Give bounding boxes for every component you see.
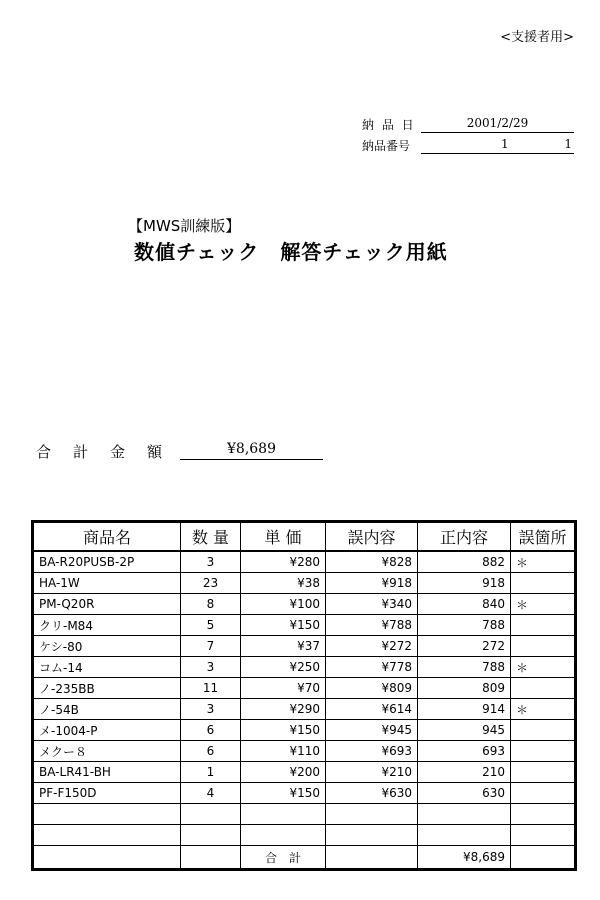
table-row-empty [33, 804, 576, 825]
table-row [33, 615, 576, 636]
form-type-tag: <支援者用> [500, 30, 574, 45]
wrong-content-cell: ¥918 [326, 573, 418, 594]
quantity-cell: 23 [181, 573, 241, 594]
delivery-number-a: 1 [501, 137, 509, 151]
wrong-content-cell: ¥210 [326, 762, 418, 783]
error-mark-cell [511, 636, 576, 657]
table-row [33, 699, 576, 720]
product-name-cell: メ-1004-P [33, 720, 181, 741]
quantity-cell: 1 [181, 762, 241, 783]
unit-price-cell: ¥250 [241, 657, 326, 678]
product-name-cell: HA-1W [33, 573, 181, 594]
unit-price-cell: ¥150 [241, 783, 326, 804]
check-table [31, 520, 577, 871]
correct-content-cell: 693 [418, 741, 511, 762]
table-row [33, 573, 576, 594]
product-name-cell: メクー８ [33, 741, 181, 762]
table-row [33, 594, 576, 615]
total-amount-label: 合計金額 [36, 443, 185, 461]
quantity-cell: 3 [181, 657, 241, 678]
delivery-number-value [421, 137, 574, 154]
header-correct-content: 正内容 [418, 522, 511, 552]
error-mark-cell: ＊ [511, 657, 576, 678]
correct-content-cell: 840 [418, 594, 511, 615]
sum-value: ¥8,689 [418, 846, 511, 870]
delivery-date-label: 納 品 日 [362, 118, 416, 132]
delivery-number-b: 1 [564, 137, 572, 151]
table-row [33, 741, 576, 762]
table-row-empty [33, 825, 576, 846]
table-row [33, 636, 576, 657]
wrong-content-cell: ¥340 [326, 594, 418, 615]
unit-price-cell: ¥110 [241, 741, 326, 762]
correct-content-cell: 788 [418, 657, 511, 678]
document-subtitle: 【MWS訓練版】 [128, 217, 241, 235]
table-row [33, 657, 576, 678]
error-mark-cell: ＊ [511, 699, 576, 720]
quantity-cell: 3 [181, 551, 241, 573]
product-name-cell: コム-14 [33, 657, 181, 678]
correct-content-cell: 945 [418, 720, 511, 741]
table-row [33, 762, 576, 783]
product-name-cell: BA-LR41-BH [33, 762, 181, 783]
quantity-cell: 3 [181, 699, 241, 720]
correct-content-cell: 882 [418, 551, 511, 573]
wrong-content-cell: ¥272 [326, 636, 418, 657]
unit-price-cell: ¥100 [241, 594, 326, 615]
quantity-cell: 6 [181, 720, 241, 741]
product-name-cell: BA-R20PUSB-2P [33, 551, 181, 573]
unit-price-cell: ¥70 [241, 678, 326, 699]
product-name-cell: ノ-54B [33, 699, 181, 720]
quantity-cell: 4 [181, 783, 241, 804]
correct-content-cell: 809 [418, 678, 511, 699]
product-name-cell: クリ-M84 [33, 615, 181, 636]
correct-content-cell: 914 [418, 699, 511, 720]
table-row [33, 678, 576, 699]
unit-price-cell: ¥37 [241, 636, 326, 657]
product-name-cell: PM-Q20R [33, 594, 181, 615]
quantity-cell: 7 [181, 636, 241, 657]
unit-price-cell: ¥280 [241, 551, 326, 573]
wrong-content-cell: ¥614 [326, 699, 418, 720]
quantity-cell: 11 [181, 678, 241, 699]
error-mark-cell [511, 615, 576, 636]
unit-price-cell: ¥200 [241, 762, 326, 783]
product-name-cell: ノ-235BB [33, 678, 181, 699]
error-mark-cell [511, 741, 576, 762]
quantity-cell: 8 [181, 594, 241, 615]
quantity-cell: 5 [181, 615, 241, 636]
header-product-name: 商品名 [33, 522, 181, 552]
header-unit-price: 単 価 [241, 522, 326, 552]
table-row [33, 551, 576, 573]
wrong-content-cell: ¥945 [326, 720, 418, 741]
error-mark-cell [511, 783, 576, 804]
correct-content-cell: 630 [418, 783, 511, 804]
wrong-content-cell: ¥630 [326, 783, 418, 804]
wrong-content-cell: ¥693 [326, 741, 418, 762]
total-amount-value: ¥8,689 [180, 441, 323, 460]
header-error-location: 誤箇所 [511, 522, 576, 552]
table-header-row [33, 522, 576, 552]
header-quantity: 数 量 [181, 522, 241, 552]
correct-content-cell: 210 [418, 762, 511, 783]
error-mark-cell: ＊ [511, 594, 576, 615]
table-sum-row [33, 846, 576, 870]
quantity-cell: 6 [181, 741, 241, 762]
wrong-content-cell: ¥809 [326, 678, 418, 699]
delivery-number-label: 納品番号 [362, 139, 411, 153]
unit-price-cell: ¥150 [241, 615, 326, 636]
error-mark-cell: ＊ [511, 551, 576, 573]
unit-price-cell: ¥290 [241, 699, 326, 720]
correct-content-cell: 918 [418, 573, 511, 594]
product-name-cell: ケシ-80 [33, 636, 181, 657]
wrong-content-cell: ¥828 [326, 551, 418, 573]
wrong-content-cell: ¥778 [326, 657, 418, 678]
unit-price-cell: ¥150 [241, 720, 326, 741]
error-mark-cell [511, 762, 576, 783]
correct-content-cell: 788 [418, 615, 511, 636]
header-wrong-content: 誤内容 [326, 522, 418, 552]
product-name-cell: PF-F150D [33, 783, 181, 804]
error-mark-cell [511, 678, 576, 699]
sum-label: 合 計 [241, 846, 326, 870]
unit-price-cell: ¥38 [241, 573, 326, 594]
table-row [33, 720, 576, 741]
error-mark-cell [511, 720, 576, 741]
delivery-date-value: 2001/2/29 [421, 116, 574, 133]
document-title: 数値チェック 解答チェック用紙 [134, 240, 448, 264]
correct-content-cell: 272 [418, 636, 511, 657]
table-row [33, 783, 576, 804]
wrong-content-cell: ¥788 [326, 615, 418, 636]
error-mark-cell [511, 573, 576, 594]
